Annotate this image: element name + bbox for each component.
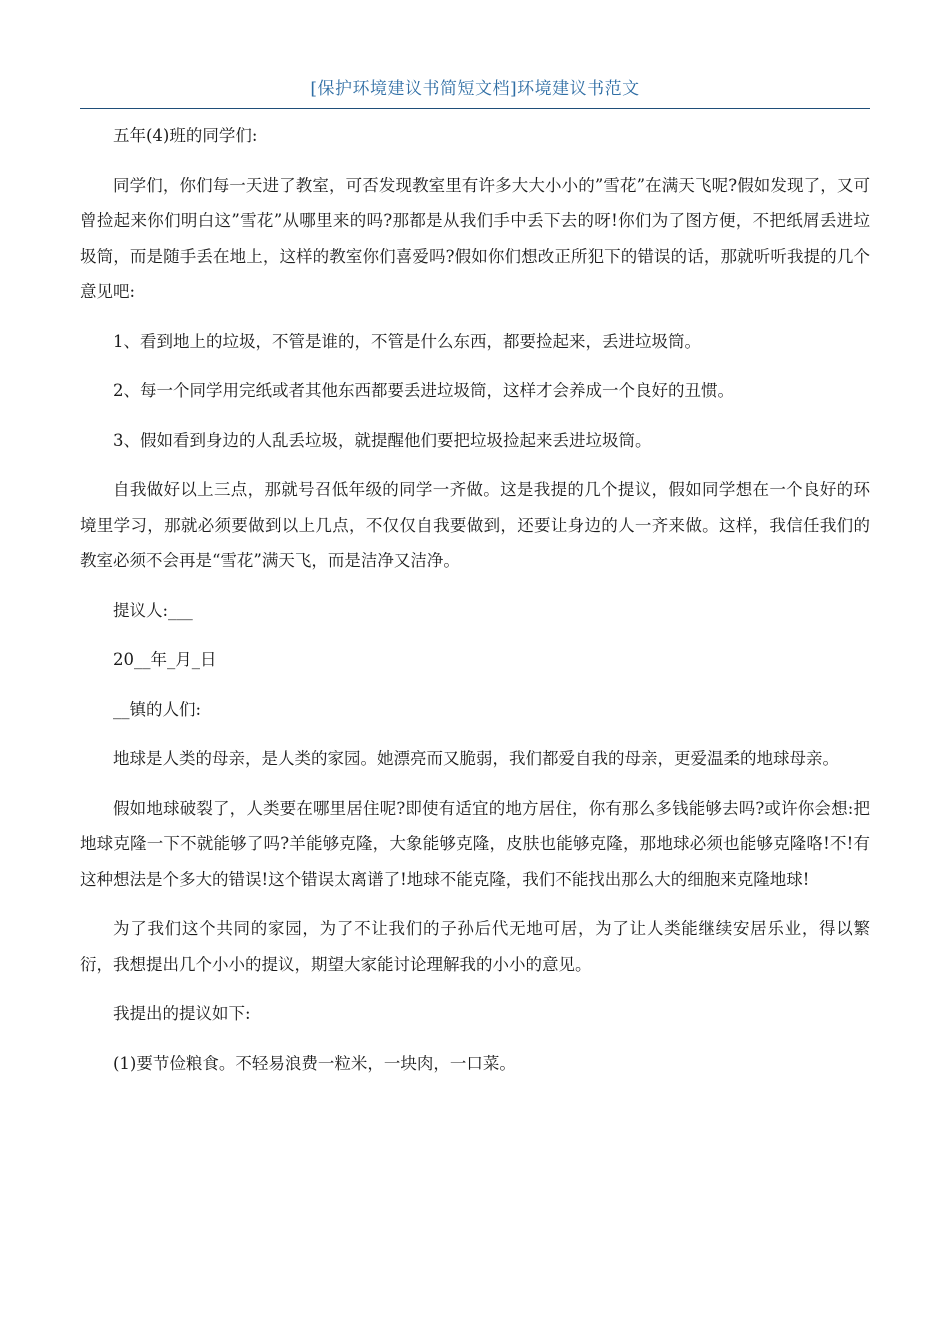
salutation-class: 五年(4)班的同学们: [113, 126, 258, 145]
paragraph-earth-clone: 假如地球破裂了，人类要在哪里居住呢?即使有适宜的地方居住，你有那么多钱能够去吗?或许你会想:把地球克隆一下不就能够了吗?羊能够克隆，大象能够克隆，皮肤也能够克隆，那地球必须也能够克隆咯!不!有这种想法是个多大的错误!这个错误太离谱了!地球不能克隆，我们不能找出那么大的细胞来克隆地球! [80, 798, 870, 889]
paragraph-earth-mother: 地球是人类的母亲，是人类的家园。她漂亮而又脆弱，我们都爱自我的母亲，更爱温柔的地球母亲。 [113, 749, 839, 768]
paragraph-home: 为了我们这个共同的家园，为了不让我们的子孙后代无地可居，为了让人类能继续安居乐业，得以繁衍，我想提出几个小小的提议，期望大家能讨论理解我的小小的意见。 [80, 919, 870, 974]
date-line: 20__年_月_日 [113, 650, 217, 669]
proposer-line: 提议人:___ [113, 600, 193, 620]
suggestion-item-3: 3、假如看到身边的人乱丢垃圾，就提醒他们要把垃圾捡起来丢进垃圾筒。 [113, 430, 652, 450]
paragraph-intro: 同学们，你们每一天进了教室，可否发现教室里有许多大大小小的”雪花”在满天飞呢?假如发现了，又可曾捡起来你们明白这”雪花”从哪里来的吗?那都是从我们手中丢下去的呀!你们为了图方便，不把纸屑丢进垃圾筒，而是随手丢在地上，这样的教室你们喜爱吗?假如你们想改正所犯下的错误的话，那就听听我提的几个意见吧: [80, 175, 870, 301]
document-title: [保护环境建议书简短文档]环境建议书范文 [310, 79, 640, 99]
paragraph-conclusion: 自我做好以上三点，那就号召低年级的同学一齐做。这是我提的几个提议，假如同学想在一个良好的环境里学习，那就必须要做到以上几点，不仅仅自我要做到，还要让身边的人一齐来做。这样，我信任我们的教室必须不会再是“雪花”满天飞，而是洁净又洁净。 [80, 480, 870, 570]
suggestion-item-2: 2、每一个同学用完纸或者其他东西都要丢进垃圾筒，这样才会养成一个良好的丑惯。 [113, 381, 734, 400]
salutation-town: __镇的人们: [113, 699, 202, 719]
document-header [80, 78, 870, 109]
proposal-item-1: (1)要节俭粮食。不轻易浪费一粒米，一块肉，一口菜。 [113, 1053, 516, 1073]
proposals-heading: 我提出的提议如下: [113, 1004, 251, 1023]
suggestion-item-1: 1、看到地上的垃圾，不管是谁的，不管是什么东西，都要捡起来，丢进垃圾筒。 [113, 331, 701, 351]
document-body [80, 118, 870, 1095]
